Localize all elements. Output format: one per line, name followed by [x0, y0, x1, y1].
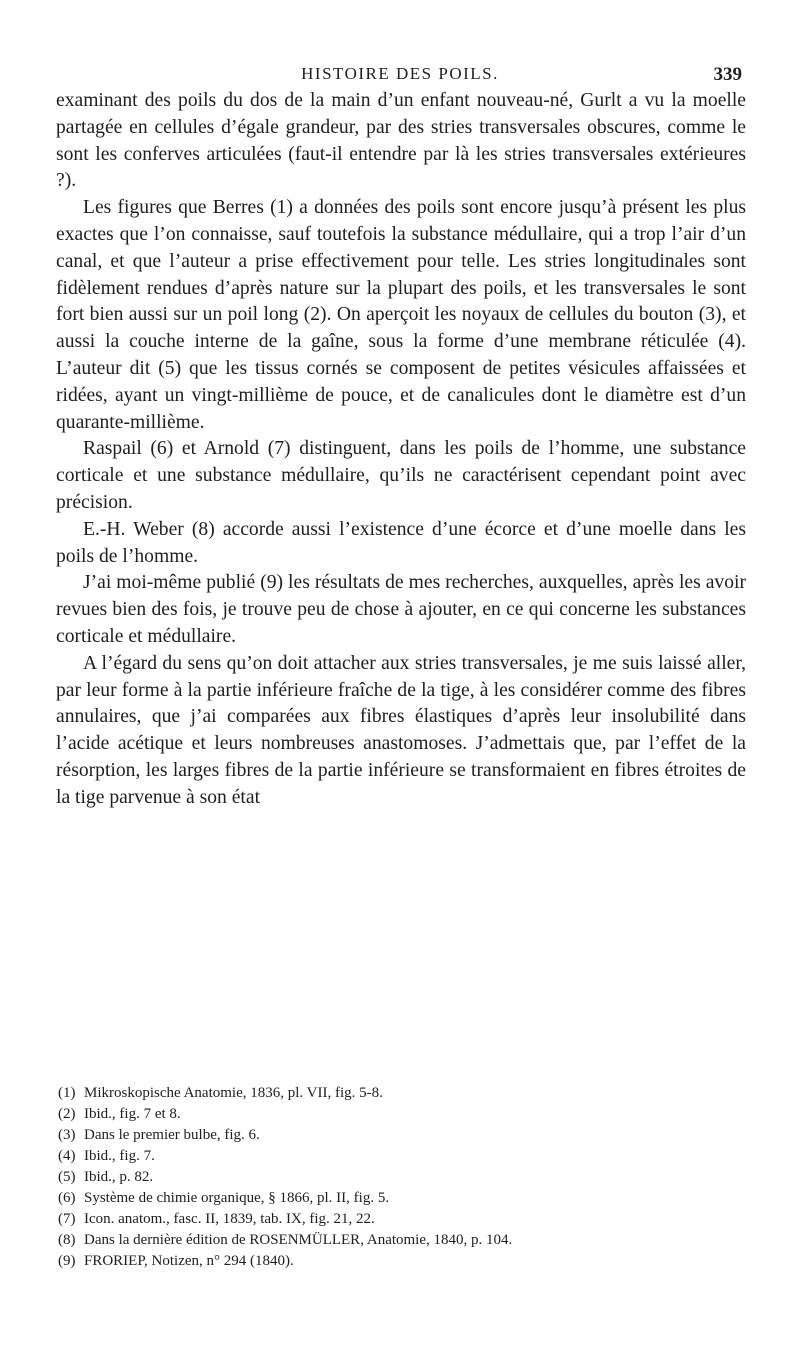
footnotes: [58, 1083, 748, 1272]
footnote: [58, 1167, 748, 1188]
footnote-number: (5): [58, 1169, 76, 1185]
footnote-text: Dans la dernière édition de ROSENMÜLLER, Anatomie, 1840, p. 104.: [84, 1232, 513, 1248]
footnote: [58, 1125, 748, 1146]
footnote-number: (6): [58, 1190, 76, 1206]
footnote-text: Icon. anatom., fasc. II, 1839, tab. IX, fig. 21, 22.: [84, 1211, 375, 1227]
paragraph-raspail-arnold: Raspail (6) et Arnold (7) distinguent, dans les poils de l’homme, une substance corticale et une substance médullaire, qu’ils ne caractérisent cependant point avec précision.: [56, 438, 746, 513]
footnote-text: Dans le premier bulbe, fig. 6.: [84, 1127, 260, 1143]
footnote-number: (4): [58, 1148, 76, 1164]
footnote-number: (7): [58, 1211, 76, 1227]
footnote: [58, 1251, 748, 1272]
footnote-text: Ibid., fig. 7 et 8.: [84, 1106, 181, 1122]
paragraph-berres: Les figures que Berres (1) a données des poils sont encore jusqu’à présent les plus exactes que l’on connaisse, sauf toutefois la substance médullaire, qui a trop l’air d’un canal, et que l’auteur a prise effectivement pour telle. Les stries longitudinales sont fidèlement rendues d’après nature sur la plupart des poils, et les transversales le sont fort bien aussi sur un poil long (2). On aperçoit les noyaux de cellules du bouton (3), et aussi la couche interne de la gaîne, sous la forme d’une membrane réticulée (4). L’auteur dit (5) que les tissus cornés se composent de petites vésicules affaissées et ridées, ayant un vingt-millième de pouce, et de canalicules dont le diamètre est d’un quarante-millième.: [56, 197, 746, 433]
paragraph-transverse-stries: A l’égard du sens qu’on doit attacher aux stries transversales, je me suis laissé aller, par leur forme à la partie inférieure fraîche de la tige, à les considérer comme des fibres annulaires, que j’ai comparées aux fibres élastiques d’après leur insolubilité dans l’acide acétique et leurs nombreuses anastomoses. J’admettais que, par l’effet de la résorption, les larges fibres de la partie inférieure se transformaient en fibres étroites de la tige parvenue à son état: [56, 652, 746, 808]
footnote-number: (8): [58, 1232, 76, 1248]
page-number: 339: [713, 64, 742, 85]
footnote: [58, 1230, 748, 1251]
footnote-text: Ibid., fig. 7.: [84, 1148, 155, 1164]
footnote: [58, 1083, 748, 1104]
footnote-text: Mikroskopische Anatomie, 1836, pl. VII, fig. 5-8.: [84, 1085, 383, 1101]
footnote-text: Ibid., p. 82.: [84, 1169, 154, 1185]
footnote: [58, 1209, 748, 1230]
footnote-number: (2): [58, 1106, 76, 1122]
footnote: [58, 1188, 748, 1209]
paragraph-own-research: J’ai moi-même publié (9) les résultats de mes recherches, auxquelles, après les avoir revues bien des fois, je trouve peu de chose à ajouter, en ce qui concerne les substances corticale et médullaire.: [56, 572, 746, 647]
footnote: [58, 1146, 748, 1167]
footnote-number: (1): [58, 1085, 76, 1101]
body-text: [56, 88, 746, 812]
paragraph-weber: E.-H. Weber (8) accorde aussi l’existence d’une écorce et d’une moelle dans les poils de l’homme.: [56, 518, 746, 567]
footnote-text: Système de chimie organique, § 1866, pl. II, fig. 5.: [84, 1190, 390, 1206]
footnote-number: (3): [58, 1127, 76, 1143]
footnote-text: FRORIEP, Notizen, n° 294 (1840).: [84, 1253, 294, 1269]
running-title: HISTOIRE DES POILS.: [301, 64, 499, 83]
paragraph-continued: examinant des poils du dos de la main d’un enfant nouveau-né, Gurlt a vu la moelle partagée en cellules d’égale grandeur, par des stries transversales obscures, comme le sont les conferves articulées (faut-il entendre par là les stries transversales extérieures ?).: [56, 90, 746, 192]
footnote-number: (9): [58, 1253, 76, 1269]
footnote: [58, 1104, 748, 1125]
